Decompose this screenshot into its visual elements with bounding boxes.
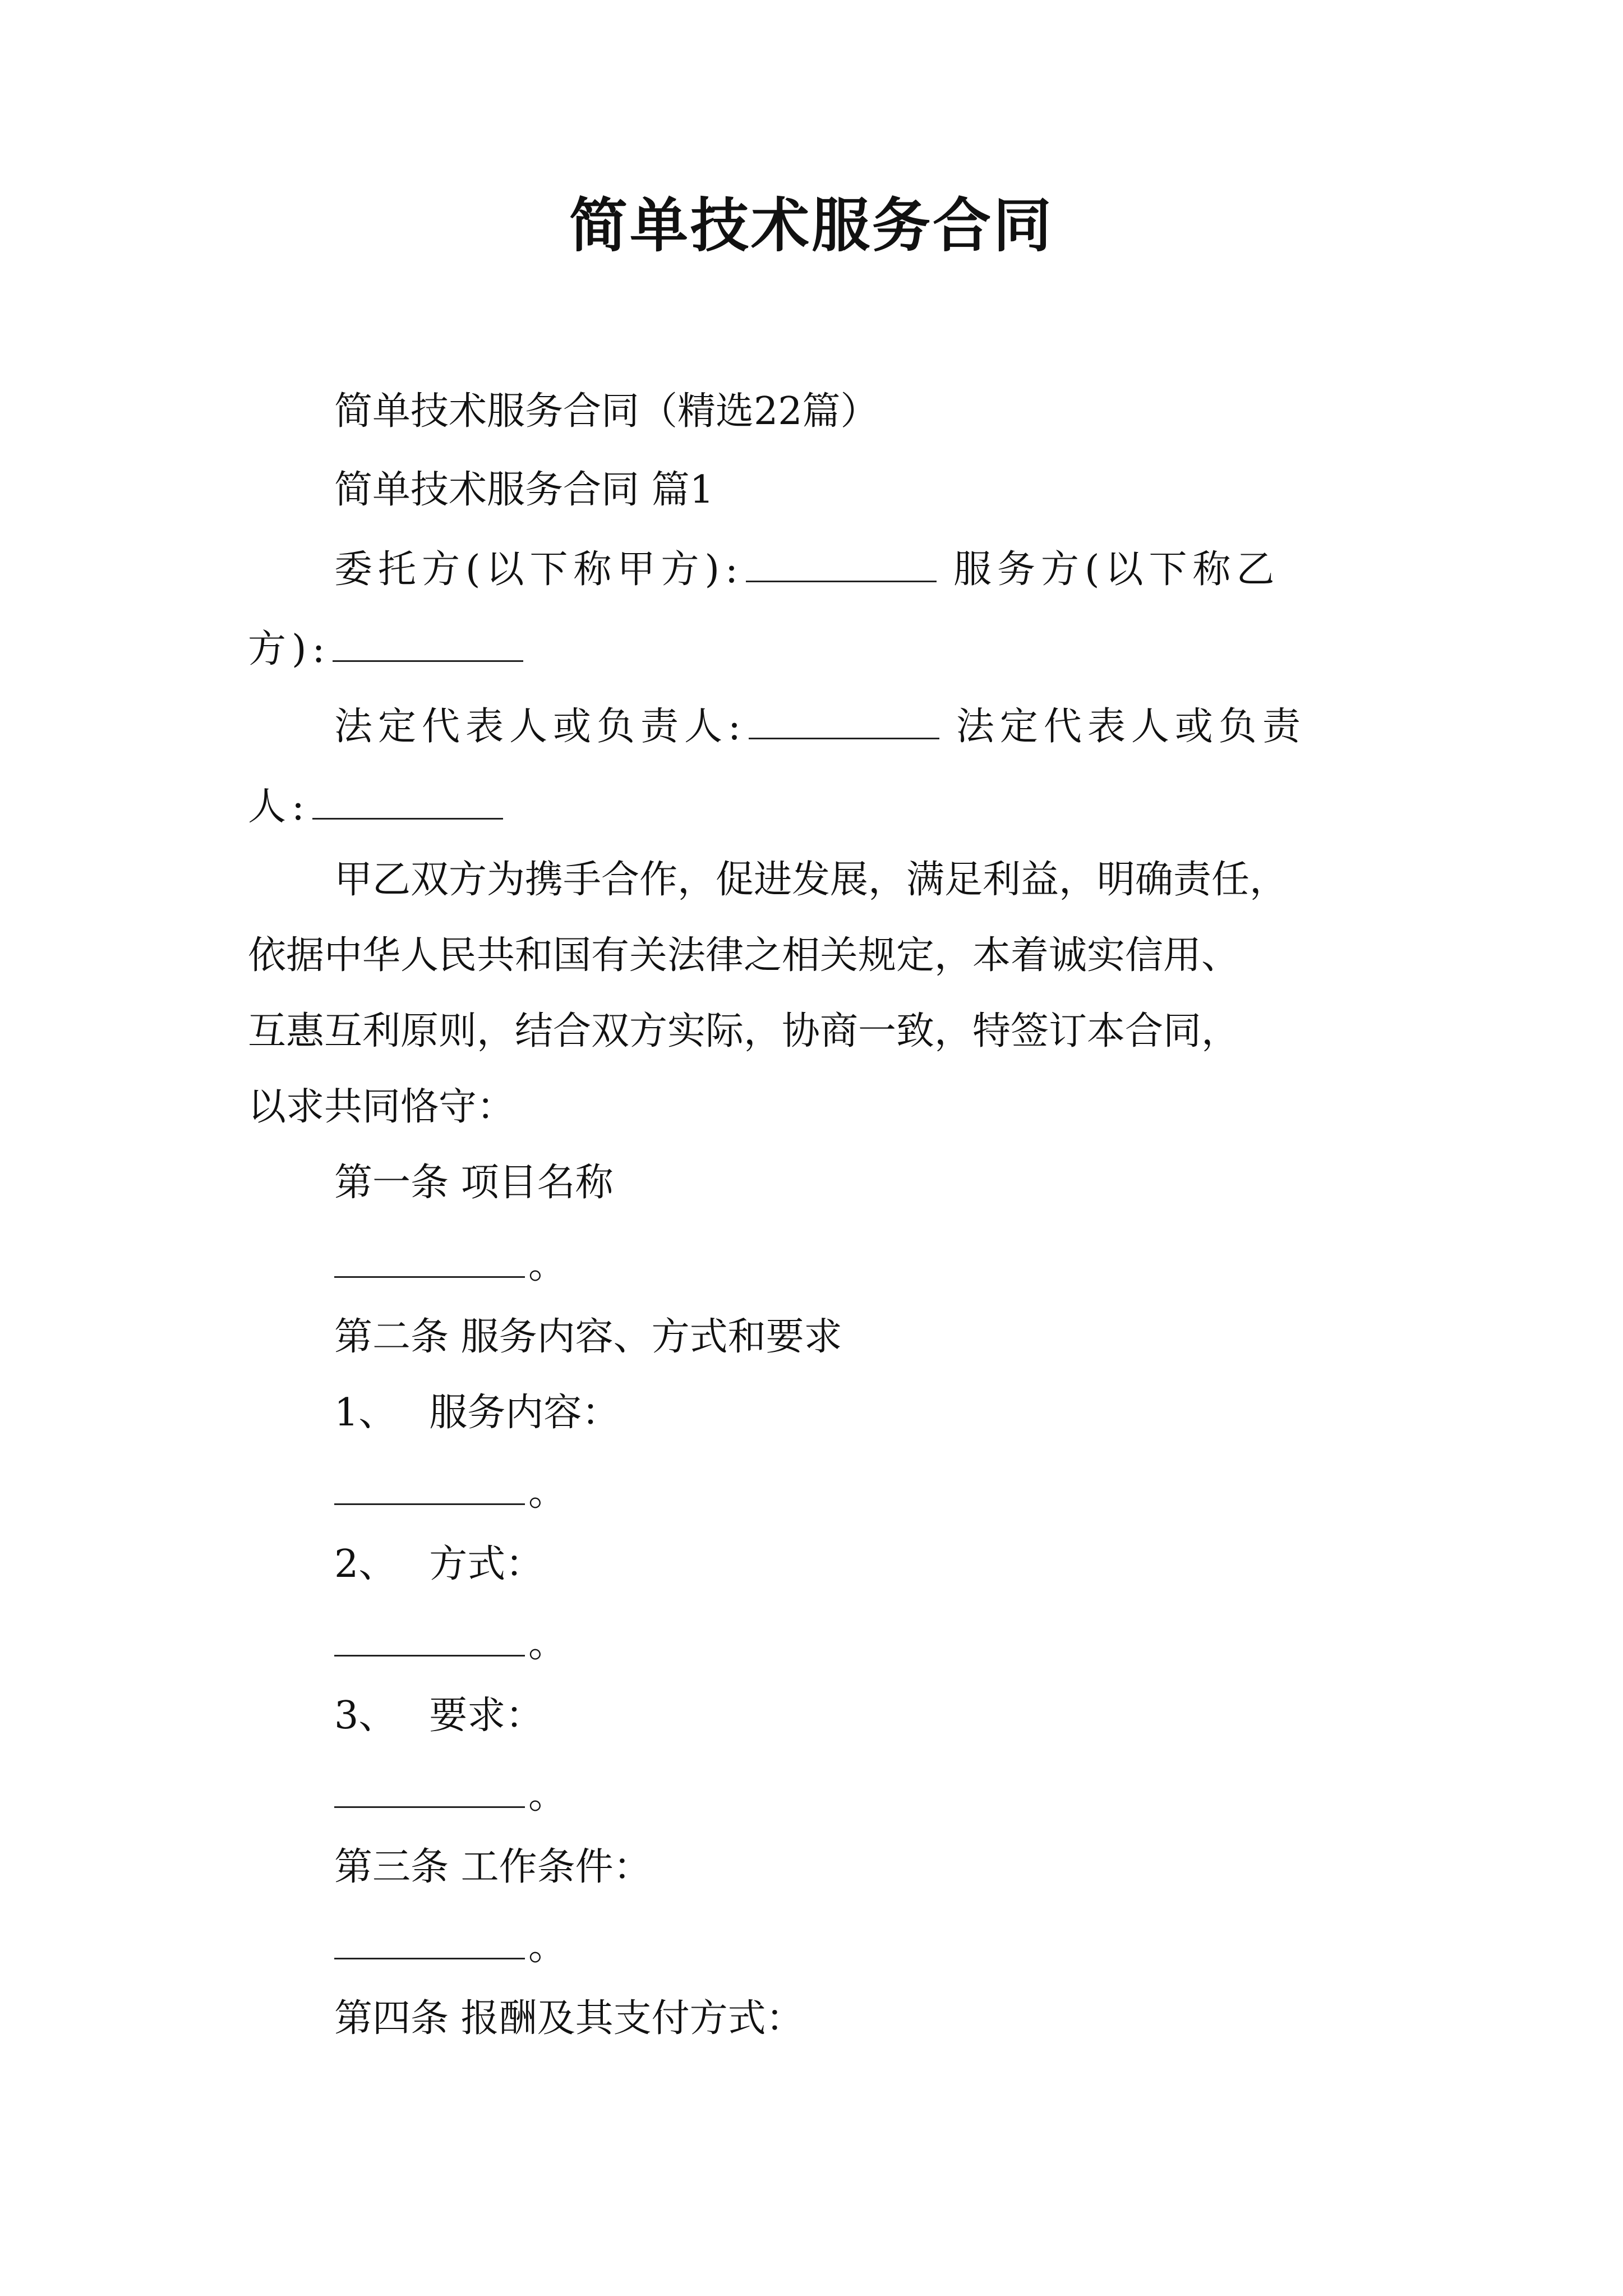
client-blank: [746, 547, 937, 582]
client-label: 委托方(以下称甲方):: [334, 547, 744, 592]
article1-fill: [334, 1243, 566, 1285]
item-number: 1、: [334, 1391, 397, 1435]
rep-line: [334, 704, 1306, 749]
article4-heading: 第四条 报酬及其支付方式：: [334, 1996, 804, 2041]
rep-line-cont: [248, 784, 506, 829]
party-line: [334, 547, 1280, 592]
article2-item-2: [334, 1542, 544, 1586]
provider-label-cont: 方):: [248, 627, 331, 671]
item-2-blank: [334, 1621, 525, 1657]
article1-blank: [334, 1243, 525, 1278]
preamble-line-4: 以求共同恪守：: [248, 1085, 515, 1129]
rep-label-b: 法定代表人或负责: [956, 705, 1306, 749]
article1-heading: 第一条 项目名称: [334, 1161, 614, 1205]
item-3-blank: [334, 1773, 525, 1808]
item-number: 3、: [334, 1694, 397, 1738]
article3-fill: [334, 1924, 567, 1969]
item-number: 2、: [334, 1542, 397, 1586]
party-line-cont: [248, 627, 527, 669]
article1-fill-suffix: 。: [528, 1243, 567, 1287]
item-1-blank: [334, 1470, 525, 1505]
preamble-line-2: 依据中华人民共和国有关法律之相关规定，本着诚实信用、: [248, 933, 1240, 978]
preamble-line-1: 甲乙双方为携手合作，促进发展，满足利益，明确责任，: [334, 858, 1288, 902]
item-label: 服务内容：: [429, 1391, 620, 1435]
article2-item-1-fill: [334, 1470, 567, 1515]
rep-label-a: 法定代表人或负责人:: [334, 705, 746, 749]
document-subtitle: 简单技术服务合同（精选22篇）: [334, 389, 879, 434]
section-heading: 简单技术服务合同 篇1: [334, 468, 714, 512]
article2-item-2-fill: [334, 1621, 567, 1666]
article3-fill-suffix: 。: [528, 1925, 567, 1969]
article3-heading: 第三条 工作条件：: [334, 1845, 652, 1889]
article2-item-3-fill: [334, 1773, 567, 1818]
preamble-line-3: 互惠互利原则，结合双方实际，协商一致，特签订本合同，: [248, 1009, 1240, 1053]
rep-blank-b: [312, 784, 503, 820]
article3-blank: [334, 1924, 525, 1959]
item-label: 要求：: [429, 1694, 544, 1738]
article2-item-3: [334, 1694, 544, 1738]
document-title: 简单技术服务合同: [569, 191, 1054, 260]
item-1-fill-suffix: 。: [528, 1470, 567, 1515]
item-3-fill-suffix: 。: [528, 1773, 567, 1818]
rep-blank-a: [749, 704, 939, 739]
provider-label: 服务方(以下称乙: [953, 547, 1280, 592]
article2-item-1: [334, 1391, 620, 1435]
item-2-fill-suffix: 。: [528, 1622, 567, 1666]
item-label: 方式：: [429, 1542, 544, 1586]
rep-label-b-cont: 人:: [248, 785, 310, 829]
article2-heading: 第二条 服务内容、方式和要求: [334, 1315, 842, 1359]
provider-blank: [333, 627, 523, 662]
